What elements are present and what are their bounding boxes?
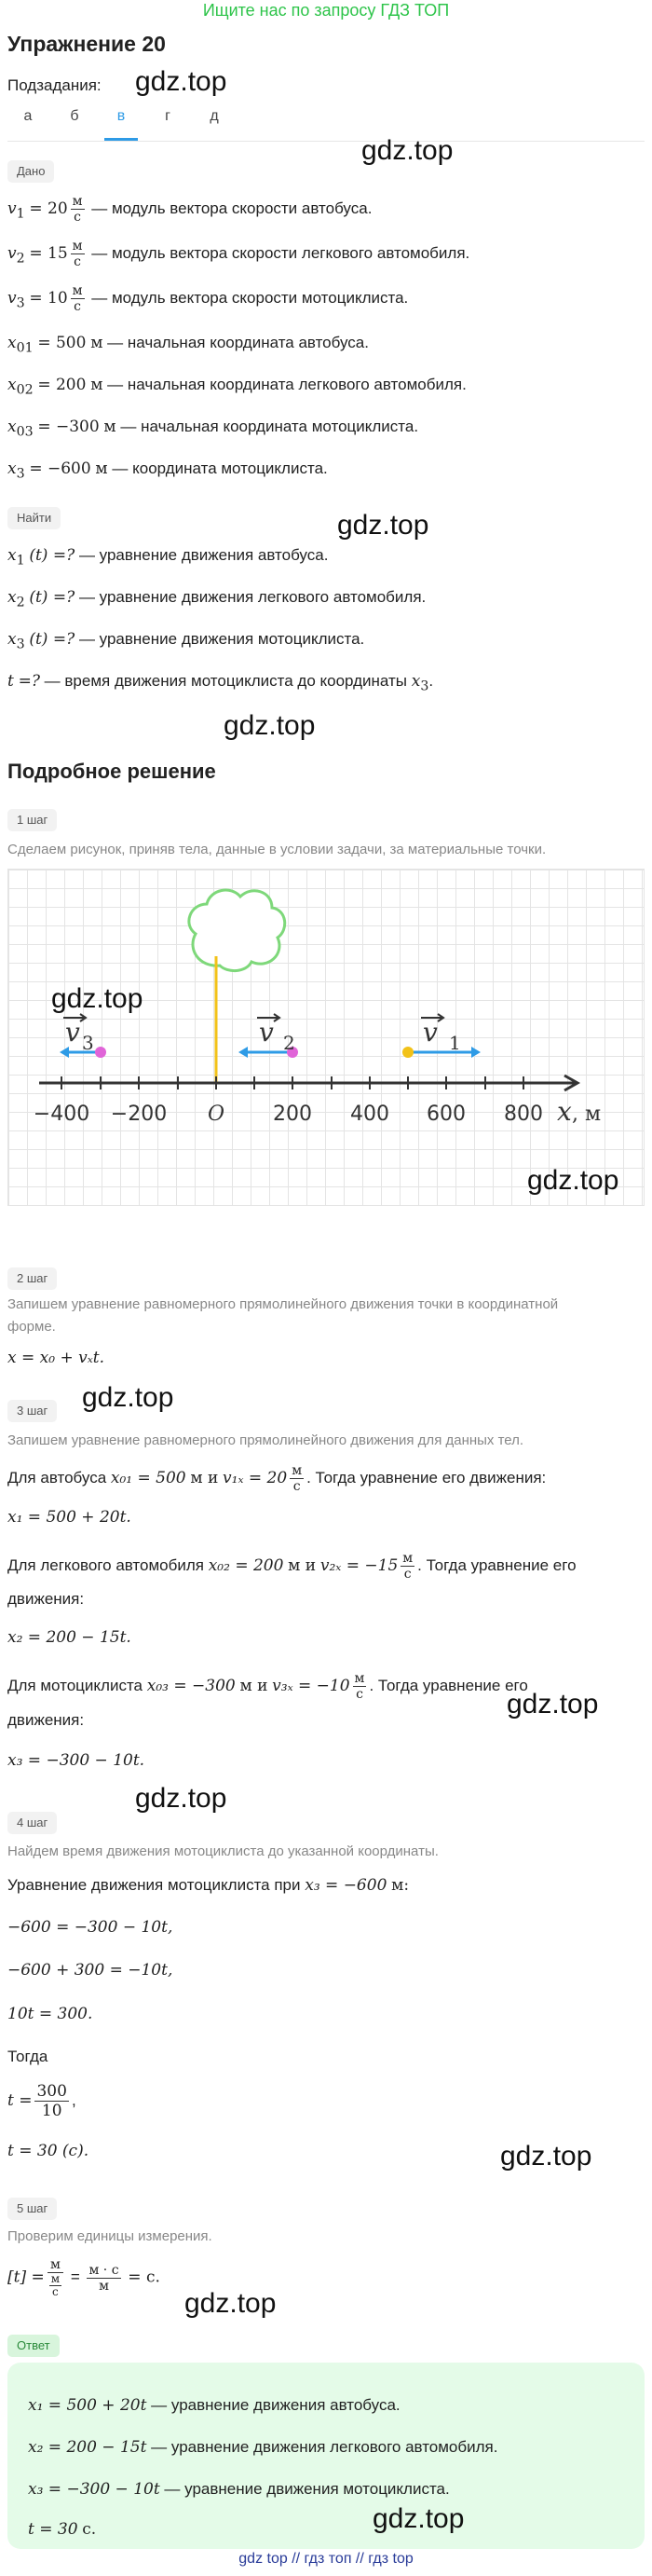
tab-v[interactable]: в <box>104 108 138 141</box>
find-line: $x_1$ (t) =? — уравнение движения автобуса. <box>7 546 329 569</box>
step-desc: Проверим единицы измерения. <box>7 2228 212 2244</box>
given-line: $v_2 = 15$ $\frac{м}{с}$ — модуль вектора скорости легкового автомобиля. <box>7 239 470 269</box>
answer-line: x₃ = −300 − 10t — уравнение движения мотоциклиста. <box>28 2480 450 2499</box>
body-dot-moto <box>95 1047 106 1058</box>
axis-label: x <box>557 1096 572 1127</box>
page-title: Упражнение 20 <box>7 32 166 56</box>
bus-condition: Для автобуса x₀₁ = 500 м и v₁ₓ = 20 $\frac{м}{с}$ . Тогда уравнение его движения: <box>7 1463 547 1494</box>
watermark: gdz.top <box>361 135 454 166</box>
answer-line: x₂ = 200 − 15t — уравнение движения легкового автомобиля. <box>28 2438 498 2457</box>
given-line: $x_3 = -600$ м — координата мотоциклиста. <box>7 459 328 482</box>
tree-icon <box>189 890 285 971</box>
axis-unit: , м <box>572 1103 602 1126</box>
subtask-tabs <box>7 104 645 142</box>
tick-label: 400 <box>350 1103 389 1126</box>
step-badge: 4 шаг <box>7 1812 57 1834</box>
answer-badge: Ответ <box>7 2335 60 2357</box>
vector-label: v <box>259 1017 274 1048</box>
find-line: $x_2$ (t) =? — уравнение движения легкового автомобиля. <box>7 588 427 610</box>
step-badge: 5 шаг <box>7 2198 57 2220</box>
find-badge: Найти <box>7 507 61 529</box>
vector-sub: 3 <box>82 1032 94 1054</box>
step-desc: Сделаем рисунок, приняв тела, данные в условии задачи, за материальные точки. <box>7 842 547 857</box>
tick-label: 200 <box>273 1103 312 1126</box>
step-desc: Запишем уравнение равномерного прямолинейного движения точки в координатной <box>7 1296 559 1312</box>
equation: x = x₀ + vₓt. <box>7 1349 104 1367</box>
given-badge: Дано <box>7 160 54 183</box>
vector-sub: 2 <box>283 1032 295 1054</box>
given-line: $x_{03} = -300$ м — начальная координата мотоциклиста. <box>7 418 419 440</box>
tick-label: 600 <box>427 1103 466 1126</box>
step-text: Уравнение движения мотоциклиста при x₃ = −600 м: <box>7 1876 410 1895</box>
step-desc: Найдем время движения мотоциклиста до указанной координаты. <box>7 1843 439 1859</box>
equation: x₂ = 200 − 15t. <box>7 1628 131 1647</box>
watermark: gdz.top <box>184 2288 277 2319</box>
tick-label: −400 <box>33 1103 90 1126</box>
equation: x₃ = −300 − 10t. <box>7 1751 145 1770</box>
equation: t = $\frac{300}{10}$ , <box>7 2082 76 2120</box>
equation: 10t = 300. <box>7 2005 93 2023</box>
watermark: gdz.top <box>135 1783 227 1814</box>
motion-figure <box>7 869 645 1206</box>
tab-g[interactable]: г <box>165 108 170 124</box>
find-line: $x_3$ (t) =? — уравнение движения мотоциклиста. <box>7 630 365 652</box>
watermark: gdz.top <box>500 2141 592 2172</box>
watermark: gdz.top <box>527 1165 619 1196</box>
step-desc: форме. <box>7 1319 56 1335</box>
subtasks-label: Подзадания: <box>7 76 102 94</box>
car-condition: Для легкового автомобиля x₀₂ = 200 м и v₂ₓ = −15 $\frac{м}{с}$ . Тогда уравнение его <box>7 1551 577 1582</box>
given-line: $x_{02} = 200$ м — начальная координата легкового автомобиля. <box>7 376 467 398</box>
solution-title: Подробное решение <box>7 760 216 783</box>
watermark: gdz.top <box>82 1382 174 1413</box>
given-line: $x_{01} = 500$ м — начальная координата автобуса. <box>7 334 369 356</box>
given-line: $v_3 = 10$ $\frac{м}{с}$ — модуль вектора скорости мотоциклиста. <box>7 283 409 314</box>
step-text: движения: <box>7 1711 85 1729</box>
tick-label: 800 <box>504 1103 543 1126</box>
step-badge: 3 шаг <box>7 1400 57 1422</box>
vector-label: v <box>65 1017 80 1048</box>
vector-sub: 1 <box>449 1032 461 1054</box>
find-line: t =? — время движения мотоциклиста до координаты $x_3$. <box>7 672 434 694</box>
equation: t = 30 (с). <box>7 2142 89 2160</box>
vector-arrowhead <box>471 1047 481 1058</box>
answer-line: x₁ = 500 + 20t — уравнение движения автобуса. <box>28 2396 401 2415</box>
step-text: движения: <box>7 1590 85 1608</box>
tab-d[interactable]: д <box>210 108 219 124</box>
answer-line: t = 30 с. <box>28 2520 97 2539</box>
step-badge: 1 шаг <box>7 809 57 831</box>
step-desc: Запишем уравнение равномерного прямолинейного движения для данных тел. <box>7 1432 524 1448</box>
tick-label: O <box>207 1103 225 1126</box>
watermark: gdz.top <box>51 983 143 1014</box>
equation: x₁ = 500 + 20t. <box>7 1508 131 1527</box>
watermark: gdz.top <box>337 510 429 541</box>
body-dot-bus <box>402 1047 414 1058</box>
vector-arrowhead <box>238 1047 248 1058</box>
top-banner: Ищите нас по запросу ГДЗ ТОП <box>202 1 450 20</box>
given-line: $v_1 = 20$ $\frac{м}{с}$ — модуль вектора скорости автобуса. <box>7 194 373 225</box>
watermark: gdz.top <box>224 710 316 741</box>
tab-a[interactable]: а <box>23 108 33 124</box>
step-text: Тогда <box>7 2048 48 2065</box>
equation: −600 + 300 = −10t, <box>7 1961 173 1980</box>
moto-condition: Для мотоциклиста x₀₃ = −300 м и v₃ₓ = −10 $\frac{м}{с}$ . Тогда уравнение его <box>7 1671 528 1702</box>
vector-label: v <box>423 1017 438 1048</box>
tick-label: −200 <box>110 1103 168 1126</box>
units-check: [t] = $\frac{м}{\frac{м}{с}}$ = $\frac{м \cdot с}{м}$ = с. <box>7 2257 160 2298</box>
tab-b[interactable]: б <box>70 108 79 124</box>
watermark: gdz.top <box>507 1689 599 1720</box>
watermark: gdz.top <box>373 2503 465 2534</box>
equation: −600 = −300 − 10t, <box>7 1918 173 1937</box>
footer-links[interactable]: gdz top // гдз топ // гдз top <box>238 2551 414 2567</box>
step-badge: 2 шаг <box>7 1267 57 1290</box>
vector-arrowhead <box>60 1047 69 1058</box>
watermark: gdz.top <box>135 66 227 97</box>
